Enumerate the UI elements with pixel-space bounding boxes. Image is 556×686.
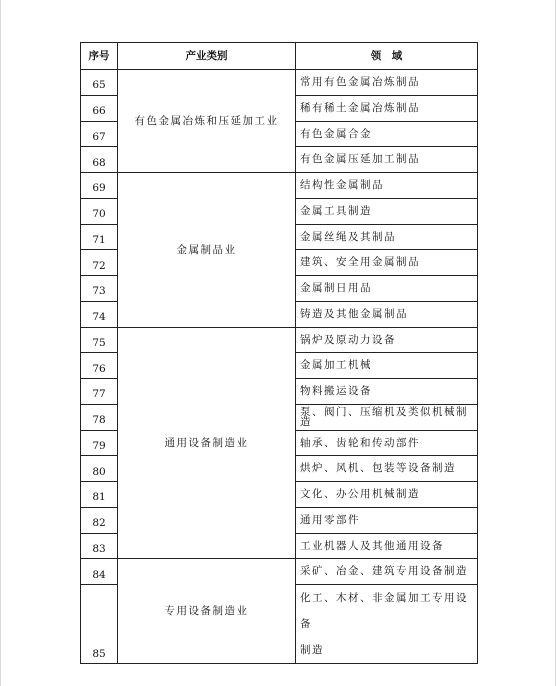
- row-serial: 71: [81, 224, 118, 250]
- row-serial: 67: [81, 121, 118, 147]
- row-field: 采矿、冶金、建筑专用设备制造: [296, 559, 478, 585]
- row-field: 建筑、安全用金属制品: [296, 250, 478, 276]
- row-serial: 78: [81, 404, 118, 430]
- row-category: 通用设备制造业: [118, 327, 296, 559]
- table-row: [81, 173, 478, 199]
- table-row: [81, 70, 478, 96]
- row-category: 金属制品业: [118, 173, 296, 328]
- row-serial: 85: [81, 585, 118, 664]
- row-field: 结构性金属制品: [296, 173, 478, 199]
- row-serial: 84: [81, 559, 118, 585]
- row-field: 金属制日用品: [296, 276, 478, 302]
- row-serial: 79: [81, 430, 118, 456]
- row-serial: 83: [81, 533, 118, 559]
- row-field: 文化、办公用机械制造: [296, 482, 478, 508]
- row-field: 金属丝绳及其制品: [296, 224, 478, 250]
- header-category: 产业类别: [118, 43, 296, 70]
- row-field: 泵、阀门、压缩机及类似机械制造: [296, 404, 478, 430]
- row-serial: 65: [81, 70, 118, 96]
- row-field: 有色金属压延加工制品: [296, 147, 478, 173]
- table-body: [81, 70, 478, 664]
- row-serial: 77: [81, 379, 118, 405]
- row-field: 烘炉、风机、包装等设备制造: [296, 456, 478, 482]
- table-row: [81, 559, 478, 585]
- row-category: 有色金属冶炼和压延加工业: [118, 70, 296, 173]
- row-serial: 75: [81, 327, 118, 353]
- row-field: 物料搬运设备: [296, 379, 478, 405]
- header-field: 领 域: [296, 43, 478, 70]
- row-field: 金属加工机械: [296, 353, 478, 379]
- row-serial: 80: [81, 456, 118, 482]
- row-field: [296, 585, 478, 664]
- row-serial: 66: [81, 95, 118, 121]
- page-left-edge: [0, 0, 1, 686]
- row-serial: 69: [81, 173, 118, 199]
- row-field: 铸造及其他金属制品: [296, 301, 478, 327]
- industry-table: [80, 42, 478, 664]
- table-header-row: [81, 43, 478, 70]
- row-field: 稀有稀土金属冶炼制品: [296, 95, 478, 121]
- row-serial: 73: [81, 276, 118, 302]
- row-field-line1: 化工、木材、非金属加工专用设备: [300, 592, 468, 630]
- row-field: 金属工具制造: [296, 198, 478, 224]
- row-serial: 72: [81, 250, 118, 276]
- row-serial: 81: [81, 482, 118, 508]
- row-field: 轴承、齿轮和传动部件: [296, 430, 478, 456]
- row-serial: 68: [81, 147, 118, 173]
- row-serial: 70: [81, 198, 118, 224]
- row-field: 通用零部件: [296, 507, 478, 533]
- row-serial: 82: [81, 507, 118, 533]
- table-row: [81, 327, 478, 353]
- row-serial: 76: [81, 353, 118, 379]
- row-field: 有色金属合金: [296, 121, 478, 147]
- row-field: 工业机器人及其他通用设备: [296, 533, 478, 559]
- row-field: 锅炉及原动力设备: [296, 327, 478, 353]
- row-field-line2: 制造: [300, 644, 324, 656]
- row-field: 常用有色金属冶炼制品: [296, 70, 478, 96]
- row-category: 专用设备制造业: [118, 559, 296, 664]
- header-serial: 序号: [81, 43, 118, 70]
- row-serial: 74: [81, 301, 118, 327]
